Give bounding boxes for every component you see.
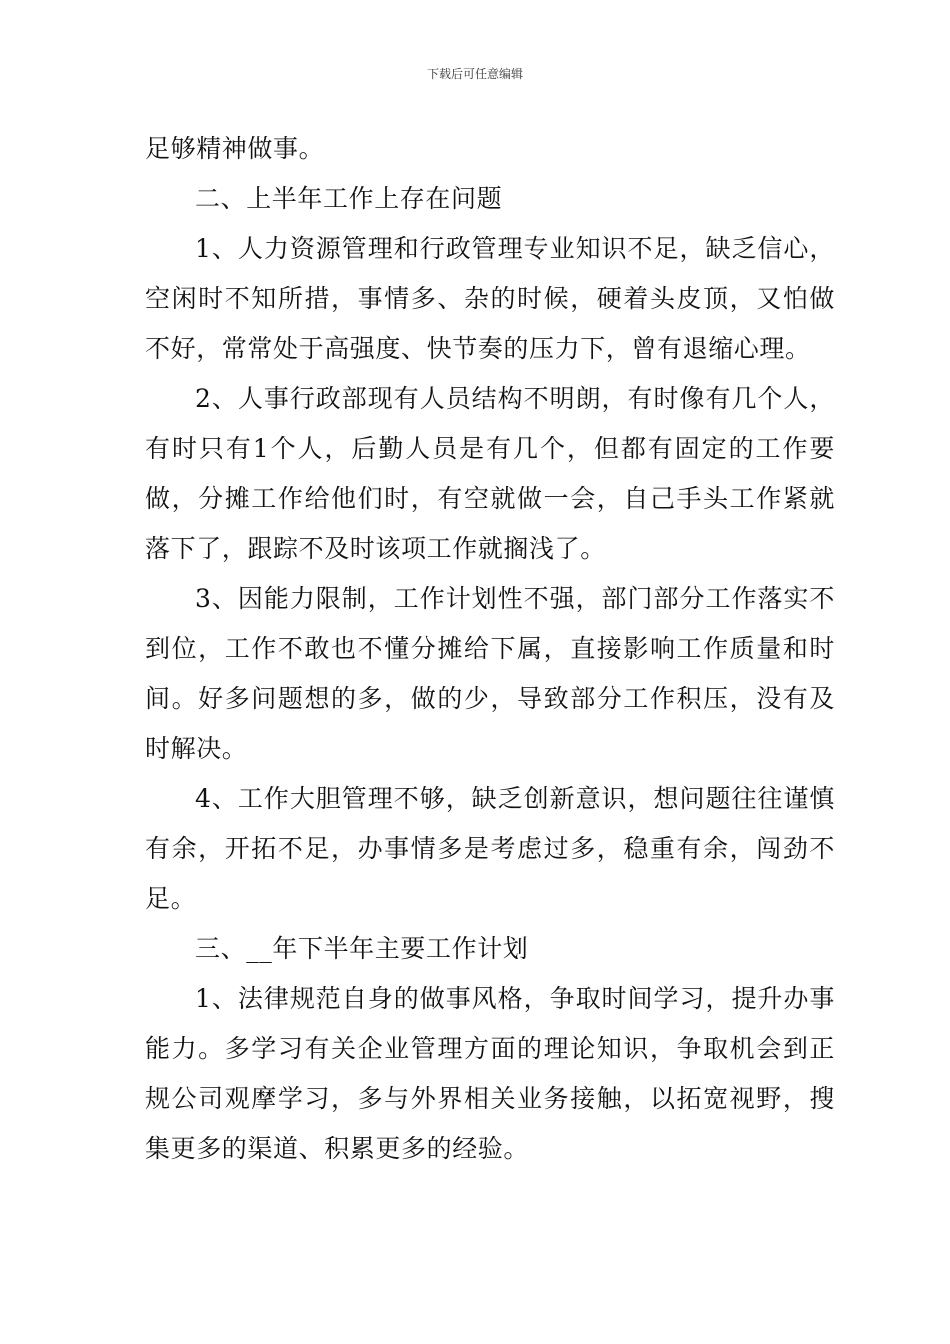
problem-item-3: 3、因能力限制，工作计划性不强，部门部分工作落实不到位，工作不敢也不懂分摊给下属，直接影响工作质量和时间。好多问题想的多，做的少，导致部分工作积压，没有及时解决。 [145,584,835,763]
paragraph-continuation: 足够精神做事。 [145,134,325,163]
document-body [145,124,835,1174]
plan-item-1: 1、法律规范自身的做事风格，争取时间学习，提升办事能力。多学习有关企业管理方面的理论知识，争取机会到正规公司观摩学习，多与外界相关业务接触，以拓宽视野，搜集更多的渠道、积累更多的经验。 [145,984,835,1163]
section-heading-plan: 三、__年下半年主要工作计划 [195,934,529,963]
problem-item-1: 1、人力资源管理和行政管理专业知识不足，缺乏信心，空闲时不知所措，事情多、杂的时候，硬着头皮顶，又怕做不好，常常处于高强度、快节奏的压力下，曾有退缩心理。 [145,234,835,363]
header-note: 下载后可任意编辑 [426,67,523,81]
problem-item-2: 2、人事行政部现有人员结构不明朗，有时像有几个人，有时只有1个人，后勤人员是有几个，但都有固定的工作要做，分摊工作给他们时，有空就做一会，自己手头工作紧就落下了，跟踪不及时该项工作就搁浅了。 [145,384,835,563]
problem-item-4: 4、工作大胆管理不够，缺乏创新意识，想问题往往谨慎有余，开拓不足，办事情多是考虑过多，稳重有余，闯劲不足。 [145,784,835,913]
section-heading-problems: 二、上半年工作上存在问题 [195,184,503,213]
